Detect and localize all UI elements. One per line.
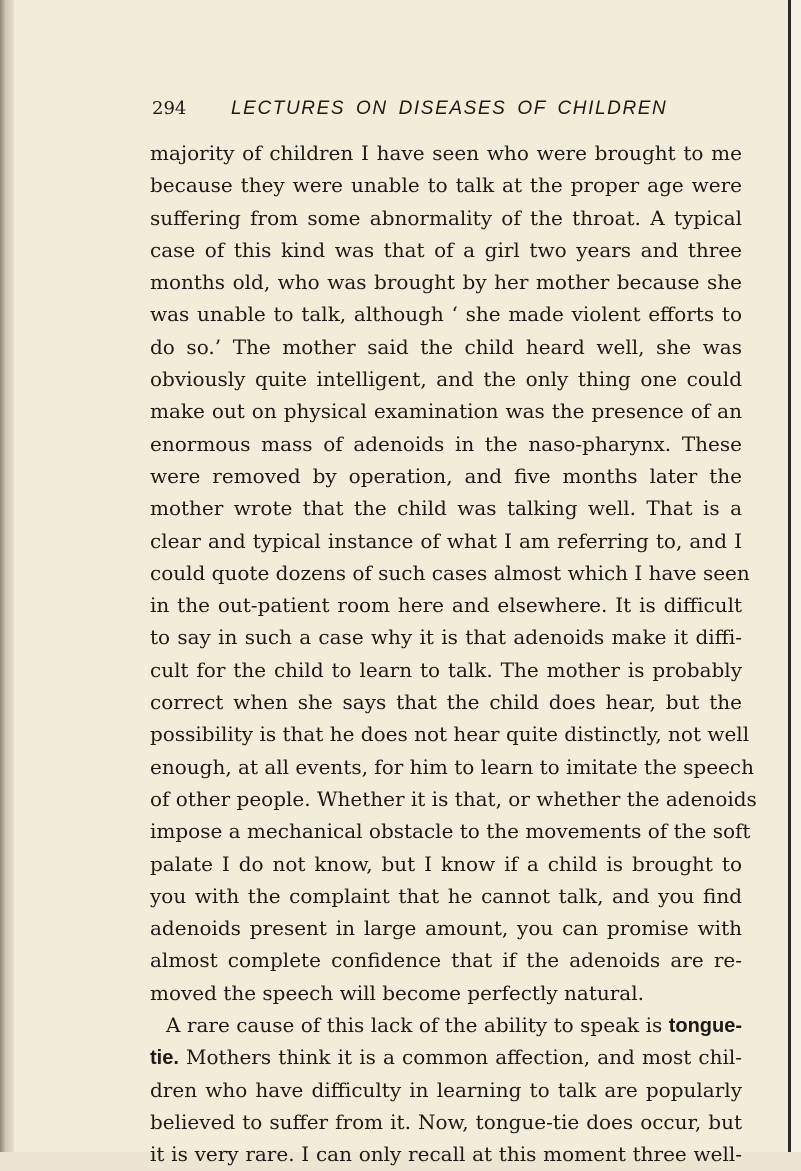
text-line: almost complete confidence that if the adenoids are re- [150,948,742,973]
page-number: 294 [152,98,187,119]
text-line: possibility is that he does not hear quite distinctly, not well [150,722,750,747]
text-line: to say in such a case why it is that adenoids make it diffi- [150,625,742,650]
bold-term: tongue- [668,1015,743,1038]
text-line: enough, at all events, for him to learn to imitate the speech [150,754,754,779]
bold-term: tie. [150,1047,179,1070]
text-line: mother wrote that the child was talking well. That is a [150,496,742,521]
text-line: moved the speech will become perfectly natural. [150,980,644,1005]
text-line: majority of children I have seen who were brought to me [150,141,742,165]
text-line: dren who have difficulty in learning to talk are popularly [150,1077,742,1102]
text-line: correct when she says that the child does hear, but the [150,690,742,715]
text-line: palate I do not know, but I know if a child is brought to [150,851,742,876]
text-line: could quote dozens of such cases almost which I have seen [150,560,750,585]
text-line: suffering from some abnormality of the throat. A typical [150,205,742,230]
text-line: adenoids present in large amount, you can promise with [150,916,742,941]
text-line [150,1041,742,1073]
text-line: were removed by operation, and five months later the [150,463,742,488]
text-line: because they were unable to talk at the proper age were [150,173,742,198]
text-line: believed to suffer from it. Now, tongue-tie does occur, but [150,1109,742,1134]
text-line: clear and typical instance of what I am referring to, and I [150,528,742,553]
text-span: A rare cause of this lack of the ability to speak is [166,1013,663,1038]
text-line: do so.’ The mother said the child heard well, she was [150,334,742,359]
text-line: obviously quite intelligent, and the only thing one could [150,367,742,392]
text-line: case of this kind was that of a girl two years and three [150,237,742,262]
page-header [0,98,801,128]
text-line: impose a mechanical obstacle to the movements of the soft [150,819,751,844]
text-line: enormous mass of adenoids in the naso-pharynx. These [150,431,742,456]
text-line: cult for the child to learn to talk. The mother is probably [150,657,742,682]
text-line: of other people. Whether it is that, or whether the adenoids [150,786,757,811]
text-line: months old, who was brought by her mother because she [150,270,742,295]
text-line: in the out-patient room here and elsewhere. It is difficult [150,593,742,618]
page-edge [788,0,801,1152]
text-line: it is very rare. I can only recall at this moment three well- [150,1142,742,1167]
running-title: LECTURES ON DISEASES OF CHILDREN [231,98,668,119]
book-gutter [0,0,14,1152]
text-line: was unable to talk, although ‘ she made violent efforts to [150,302,742,327]
text-line: make out on physical examination was the presence of an [150,399,742,424]
text-line [150,1009,742,1041]
body-text [150,137,757,1171]
text-span: Mothers think it is a common affection, and most chil- [178,1045,742,1070]
text-line: you with the complaint that he cannot talk, and you find [150,883,742,908]
